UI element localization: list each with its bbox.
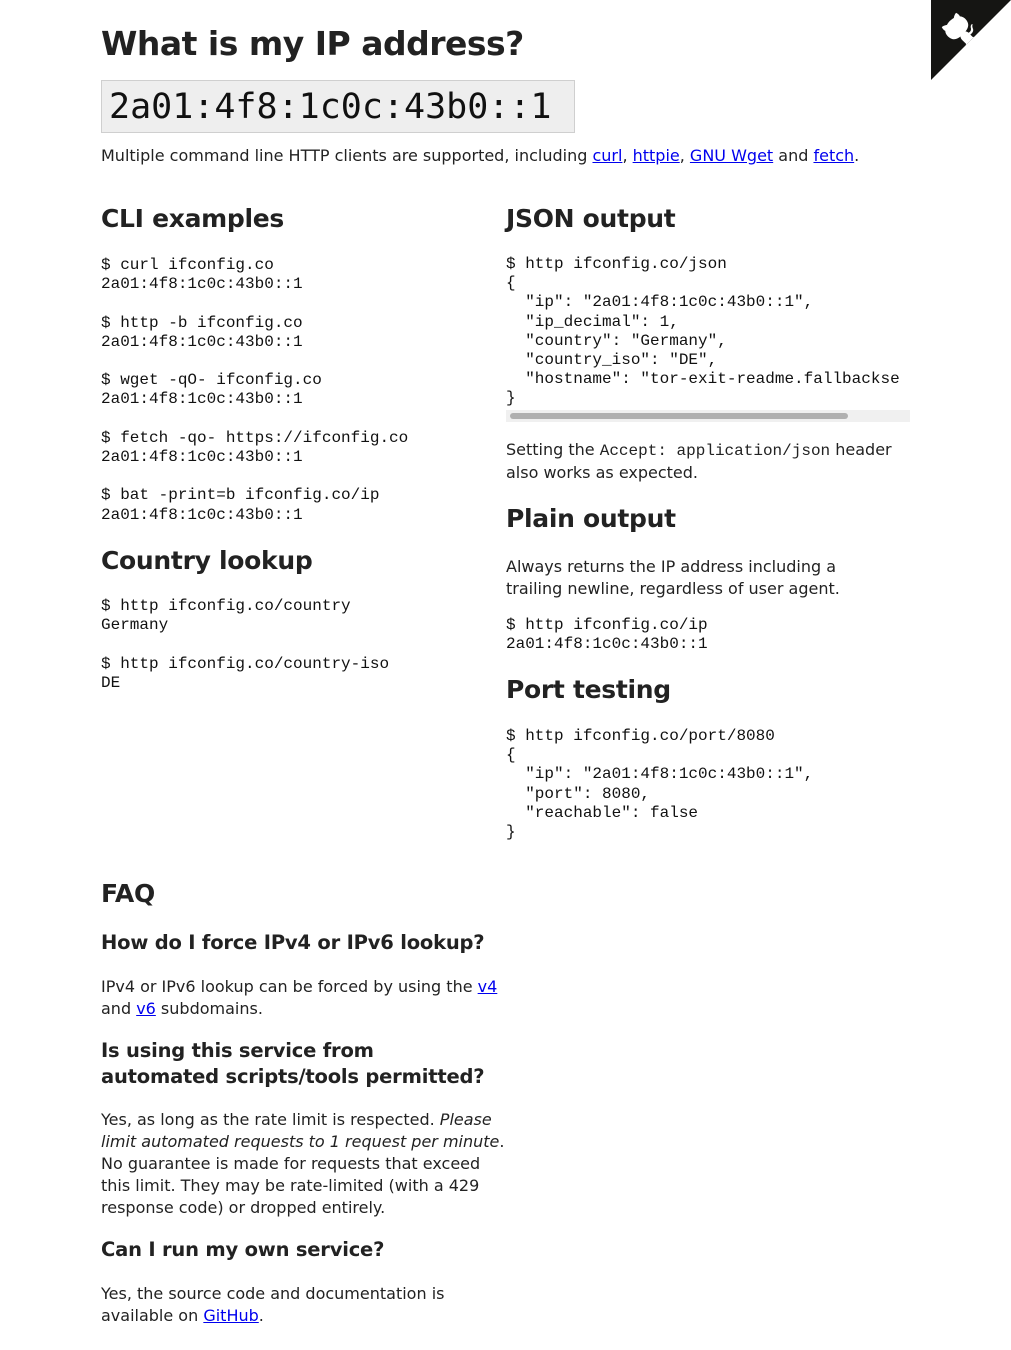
- plain-output-heading: Plain output: [506, 504, 676, 533]
- intro-separator: ,: [622, 146, 633, 165]
- github-corner-link[interactable]: [931, 0, 1011, 80]
- intro-separator: and: [773, 146, 814, 165]
- scrollbar-thumb[interactable]: [510, 413, 848, 419]
- faq-answer-2-prefix: Yes, as long as the rate limit is respected.: [101, 1110, 440, 1129]
- intro-suffix: .: [854, 146, 860, 165]
- faq-question-2: Is using this service from automated scripts/tools permitted?: [101, 1039, 485, 1088]
- rate-limit-emphasis: Please limit automated requests to 1 request per minute: [101, 1110, 500, 1151]
- faq-question-1: How do I force IPv4 or IPv6 lookup?: [101, 931, 485, 954]
- github-octocat-icon: [931, 0, 1011, 80]
- intro-prefix: Multiple command line HTTP clients are supported, including: [101, 146, 593, 165]
- json-note-prefix: Setting the: [506, 440, 600, 459]
- json-output-code-block[interactable]: [506, 255, 910, 423]
- faq-answer-1-mid: and: [101, 999, 137, 1018]
- intro-separator: ,: [679, 146, 690, 165]
- country-lookup-code: $ http ifconfig.co/country Germany $ http ifconfig.co/country-iso DE: [101, 597, 390, 692]
- ip-address-display: 2a01:4f8:1c0c:43b0::1: [101, 80, 575, 133]
- httpie-link[interactable]: httpie: [632, 146, 680, 165]
- plain-output-text: Always returns the IP address including a trailing newline, regardless of user agent.: [506, 557, 840, 598]
- fetch-link[interactable]: fetch: [813, 146, 855, 165]
- json-output-heading: JSON output: [506, 204, 676, 233]
- port-testing-code: $ http ifconfig.co/port/8080 { "ip": "2a01:4f8:1c0c:43b0::1", "port": 8080, "reachable": false }: [506, 727, 814, 842]
- cli-examples-heading: CLI examples: [101, 204, 284, 233]
- faq-question-3: Can I run my own service?: [101, 1238, 385, 1261]
- faq-answer-2: [101, 1109, 509, 1219]
- faq-answer-1-suffix: subdomains.: [155, 999, 263, 1018]
- cli-examples-code: $ curl ifconfig.co 2a01:4f8:1c0c:43b0::1 $ http -b ifconfig.co 2a01:4f8:1c0c:43b0::1 $ wget -qO- ifconfig.co 2a01:4f8:1c0c:43b0::1 $ fetch -qo- https://ifconfig.co 2a01:4f8:1c0c:43b0::1 $ bat -print=b ifconfig.co/ip 2a01:4f8:1c0c:43b0::1: [101, 256, 409, 524]
- faq-answer-2-suffix: . No guarantee is made for requests that exceed this limit. They may be rate-limited (with a 429 response code) or dropped entirely.: [101, 1132, 505, 1217]
- plain-output-code: $ http ifconfig.co/ip 2a01:4f8:1c0c:43b0::1: [506, 616, 708, 654]
- accept-header-code: Accept: application/json: [599, 442, 831, 460]
- horizontal-scrollbar[interactable]: [506, 410, 910, 422]
- v6-link[interactable]: v6: [136, 999, 156, 1018]
- country-lookup-heading: Country lookup: [101, 546, 313, 575]
- intro-text: [101, 145, 901, 167]
- faq-answer-3: [101, 1283, 506, 1327]
- gnu-wget-link[interactable]: GNU Wget: [689, 146, 774, 165]
- json-note-suffix: header also works as expected.: [506, 440, 892, 482]
- json-note: [506, 439, 906, 484]
- faq-answer-3-suffix: .: [258, 1306, 264, 1325]
- faq-answer-1-prefix: IPv4 or IPv6 lookup can be forced by using the: [101, 977, 478, 996]
- curl-link[interactable]: curl: [592, 146, 623, 165]
- json-output-code: $ http ifconfig.co/json { "ip": "2a01:4f8:1c0c:43b0::1", "ip_decimal": 1, "country": "Germany", "country_iso": "DE", "hostname": "tor-exit-readme.fallbackse }: [506, 255, 900, 408]
- github-link[interactable]: GitHub: [203, 1306, 259, 1325]
- faq-answer-3-prefix: Yes, the source code and documentation is available on: [101, 1284, 445, 1325]
- page-title: What is my IP address?: [101, 24, 524, 63]
- faq-heading: FAQ: [101, 879, 155, 908]
- faq-answer-1: [101, 976, 506, 1020]
- v4-link[interactable]: v4: [477, 977, 498, 996]
- port-testing-heading: Port testing: [506, 675, 671, 704]
